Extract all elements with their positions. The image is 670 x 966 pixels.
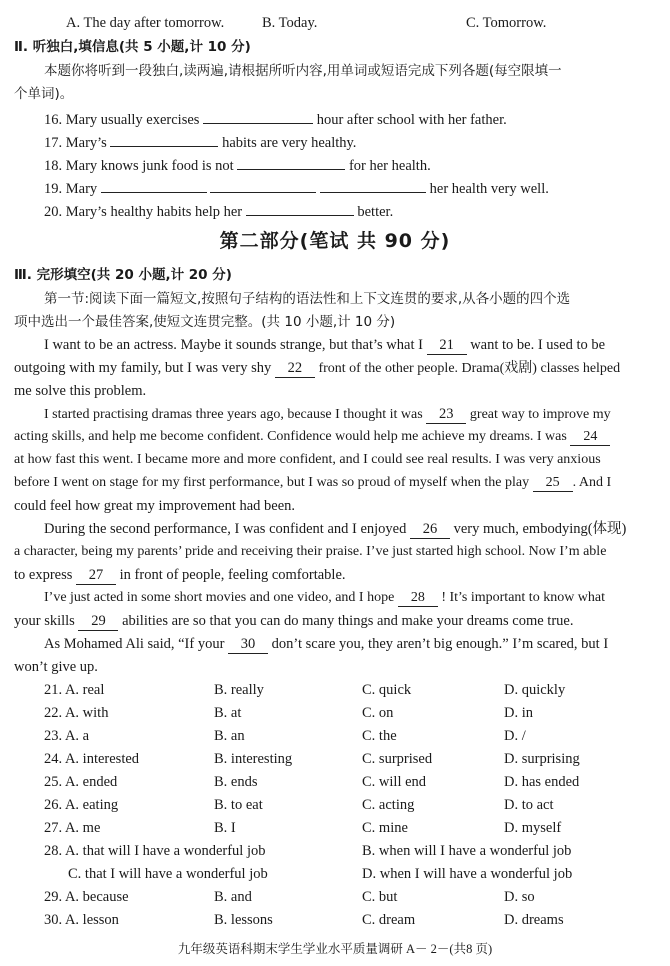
cloze-blank-26[interactable]: 26 xyxy=(410,521,450,539)
question-20 xyxy=(44,198,393,222)
choice-d[interactable]: D. quickly xyxy=(504,682,566,698)
choice-b[interactable]: B. when will I have a wonderful job xyxy=(362,843,572,859)
choice-c[interactable]: C. but xyxy=(362,889,398,905)
choice-b[interactable]: B. really xyxy=(214,682,264,698)
question-17 xyxy=(44,129,356,153)
passage-line: As Mohamed Ali said, “If your 30 don’t scare you, they aren’t big enough.” I’m scared, but I xyxy=(44,636,609,652)
passage-line: I’ve just acted in some short movies and one video, and I hope 28 ! It’s important to know what xyxy=(44,590,606,605)
choice-d[interactable]: D. surprising xyxy=(504,751,580,767)
choice-a[interactable]: 29. A. because xyxy=(44,889,129,905)
choice-c[interactable]: C. acting xyxy=(362,797,415,813)
cloze-blank-22[interactable]: 22 xyxy=(275,360,315,378)
cloze-blank-21[interactable]: 21 xyxy=(427,337,467,355)
choice-c[interactable]: C. the xyxy=(362,728,397,744)
section-heading-cloze: Ⅲ. 完形填空(共 20 小题,计 20 分) xyxy=(14,267,232,283)
passage-line: at how fast this went. I became more and more confident, and I could see real results. I was very anxious xyxy=(14,452,601,467)
choice-d[interactable]: D. to act xyxy=(504,797,554,813)
choice-d[interactable]: D. dreams xyxy=(504,912,564,928)
choice-d[interactable]: D. when I will have a wonderful job xyxy=(362,866,573,882)
passage-line: outgoing with my family, but I was very shy 22 front of the other people. Drama(戏剧) classes helped xyxy=(14,360,621,376)
choice-a[interactable]: 27. A. me xyxy=(44,820,101,836)
section-instruction: 第一节:阅读下面一篇短文,按照句子结构的语法性和上下文连贯的要求,从各小题的四个选 xyxy=(44,291,571,307)
section-instruction: 个单词)。 xyxy=(14,86,74,102)
choice-d[interactable]: D. / xyxy=(504,728,526,744)
cloze-blank-30[interactable]: 30 xyxy=(228,636,268,654)
passage-line: to express 27 in front of people, feeling comfortable. xyxy=(14,567,346,583)
choice-d[interactable]: D. myself xyxy=(504,820,562,836)
option-b: B. Today. xyxy=(262,15,318,31)
answer-blank[interactable] xyxy=(246,198,354,216)
choice-a[interactable]: 28. A. that will I have a wonderful job xyxy=(44,843,266,859)
question-19 xyxy=(44,175,549,199)
section-instruction: 本题你将听到一段独白,读两遍,请根据所听内容,用单词或短语完成下列各题(每空限填一 xyxy=(44,63,562,79)
section-heading-listening: Ⅱ. 听独白,填信息(共 5 小题,计 10 分) xyxy=(14,39,251,55)
choice-b[interactable]: B. at xyxy=(214,705,242,721)
choice-a[interactable]: 21. A. real xyxy=(44,682,105,698)
cloze-blank-27[interactable]: 27 xyxy=(76,567,116,585)
choice-b[interactable]: B. to eat xyxy=(214,797,263,813)
passage-line: I want to be an actress. Maybe it sounds strange, but that’s what I 21 want to be. I used to be xyxy=(44,337,606,353)
cloze-blank-29[interactable]: 29 xyxy=(78,613,118,631)
passage-line: won’t give up. xyxy=(14,659,98,675)
choice-a[interactable]: 23. A. a xyxy=(44,728,90,744)
choice-c[interactable]: C. surprised xyxy=(362,751,433,767)
choice-a[interactable]: 26. A. eating xyxy=(44,797,119,813)
choice-b[interactable]: B. lessons xyxy=(214,912,273,928)
passage-line: acting skills, and help me become confident. Confidence would help me achieve my dreams. I was 24 xyxy=(14,427,610,447)
cloze-blank-24[interactable]: 24 xyxy=(570,428,610,446)
passage-line: could feel how great my improvement had been. xyxy=(14,498,296,514)
choice-d[interactable]: D. in xyxy=(504,705,533,721)
question-text: hour after school with her father. xyxy=(316,112,507,128)
section-instruction: 项中选出一个最佳答案,使短文连贯完整。(共 10 小题,计 10 分) xyxy=(14,314,396,330)
choice-a[interactable]: 25. A. ended xyxy=(44,774,118,790)
question-text: 20. Mary’s healthy habits help her xyxy=(44,204,243,220)
question-text: 17. Mary’s xyxy=(44,135,107,151)
choice-c[interactable]: C. dream xyxy=(362,912,416,928)
question-text: 16. Mary usually exercises xyxy=(44,112,200,128)
passage-line: your skills 29 abilities are so that you can do many things and make your dreams come true. xyxy=(14,613,574,629)
cloze-blank-28[interactable]: 28 xyxy=(398,589,438,607)
question-16 xyxy=(44,106,507,130)
question-text: better. xyxy=(357,204,394,220)
answer-blank[interactable] xyxy=(101,175,207,193)
question-18 xyxy=(44,152,431,176)
passage-line: During the second performance, I was confident and I enjoyed 26 very much, embodying(体现) xyxy=(44,521,627,537)
question-text: her health very well. xyxy=(429,181,549,197)
passage-line: before I went on stage for my first performance, but I was so proud of myself when the play 25 . And I xyxy=(14,475,612,490)
page-footer: 九年级英语科期末学生学业水平质量调研 A－ 2－(共8 页) xyxy=(177,942,493,956)
choice-d[interactable]: D. so xyxy=(504,889,535,905)
cloze-blank-23[interactable]: 23 xyxy=(426,406,466,424)
choice-d[interactable]: D. has ended xyxy=(504,774,580,790)
choice-b[interactable]: B. an xyxy=(214,728,245,744)
cloze-blank-25[interactable]: 25 xyxy=(533,474,573,492)
answer-blank[interactable] xyxy=(110,129,218,147)
option-a: A. The day after tomorrow. xyxy=(66,15,225,31)
passage-line: me solve this problem. xyxy=(14,383,147,399)
answer-blank[interactable] xyxy=(203,106,313,124)
choice-b[interactable]: B. and xyxy=(214,889,252,905)
question-text: 18. Mary knows junk food is not xyxy=(44,158,234,174)
choice-c[interactable]: C. mine xyxy=(362,820,408,836)
choice-b[interactable]: B. I xyxy=(214,820,236,836)
choice-c[interactable]: C. that I will have a wonderful job xyxy=(68,866,268,882)
choice-c[interactable]: C. will end xyxy=(362,774,427,790)
choice-c[interactable]: C. quick xyxy=(362,682,412,698)
part-title: 第二部分(笔试 共 90 分) xyxy=(219,230,451,252)
passage-line: a character, being my parents’ pride and receiving their praise. I’ve just started high school. Now I’m able xyxy=(14,544,607,559)
answer-blank[interactable] xyxy=(237,152,345,170)
choice-c[interactable]: C. on xyxy=(362,705,394,721)
question-text: habits are very healthy. xyxy=(222,135,357,151)
choice-b[interactable]: B. interesting xyxy=(214,751,293,767)
option-c: C. Tomorrow. xyxy=(466,15,547,31)
choice-b[interactable]: B. ends xyxy=(214,774,258,790)
choice-a[interactable]: 22. A. with xyxy=(44,705,109,721)
answer-blank[interactable] xyxy=(210,175,316,193)
answer-blank[interactable] xyxy=(320,175,426,193)
choice-a[interactable]: 24. A. interested xyxy=(44,751,140,767)
question-text: for her health. xyxy=(348,158,431,174)
passage-line: I started practising dramas three years ago, because I thought it was 23 great way to improve my xyxy=(44,406,611,422)
question-text: 19. Mary xyxy=(44,181,98,197)
choice-a[interactable]: 30. A. lesson xyxy=(44,912,119,928)
